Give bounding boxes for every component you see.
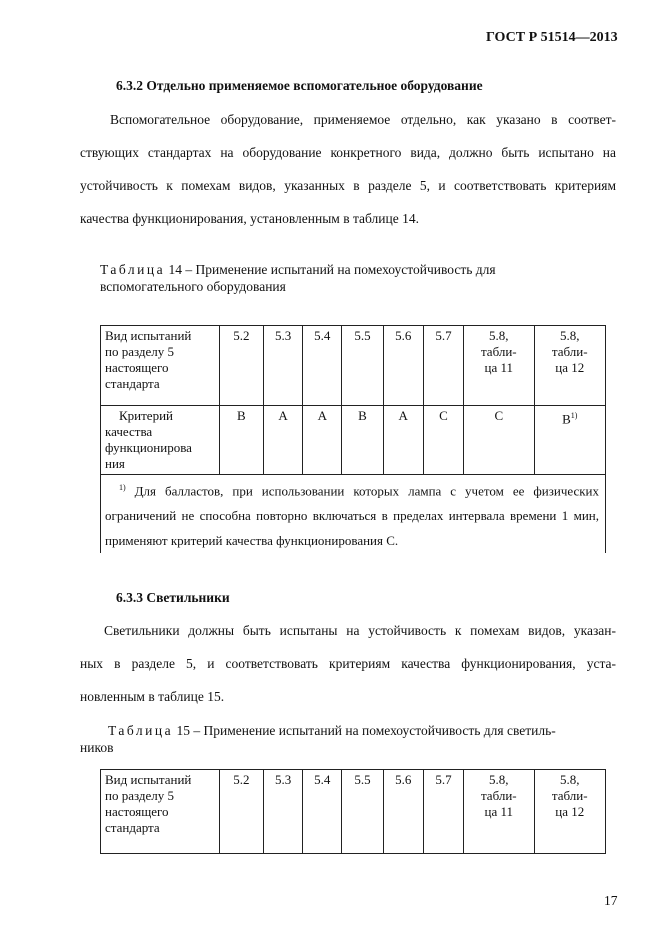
criteria-line: функционирова <box>105 440 192 455</box>
header-line: 5.8, <box>560 328 580 343</box>
header-line: 5.3 <box>274 328 292 343</box>
header-line: стандарта <box>105 820 160 835</box>
header-line: 5.6 <box>395 772 412 787</box>
header-line: табли- <box>551 344 588 359</box>
header-cell-test-type <box>101 770 220 854</box>
header-line: 5.8, <box>489 328 509 343</box>
header-cell <box>383 770 423 854</box>
header-line: 5.2 <box>233 328 250 343</box>
caption-text-line2: вспомогательного оборудования <box>100 279 286 294</box>
header-cell <box>263 770 302 854</box>
footnote-text: Для балластов, при использовании которых лампа с учетом ее физических ограничений не способна повторно включаться в пределах интервала времени 1 мин, применяют критерий качества функционирования С. <box>105 483 600 549</box>
criteria-label-cell <box>101 406 220 475</box>
section-633-paragraph <box>80 614 616 713</box>
header-cell <box>303 770 342 854</box>
section-632-title: 6.3.2 Отдельно применяемое вспомогательное оборудование <box>116 78 483 93</box>
paragraph-line: устойчивость к помехам видов, указанных в разделе 5, и соответствовать критериям <box>80 178 616 193</box>
header-line: ца 12 <box>555 804 585 819</box>
header-line: 5.6 <box>395 328 412 343</box>
table-15-header-row <box>101 770 606 854</box>
header-line: табли- <box>480 344 517 359</box>
header-line: настоящего <box>105 360 169 375</box>
header-cell <box>342 770 383 854</box>
header-line: 5.8, <box>560 772 580 787</box>
header-line: ца 11 <box>484 804 514 819</box>
paragraph-line: новленным в таблице 15. <box>80 689 225 704</box>
paragraph-line: Светильники должны быть испытаны на устойчивость к помехам видов, указан- <box>104 623 616 638</box>
criteria-value-cell <box>534 406 606 475</box>
criteria-value: А <box>303 406 342 475</box>
footnote-ref: 1) <box>570 411 578 420</box>
header-line: 5.5 <box>354 328 371 343</box>
table-14-criteria-row <box>101 406 606 475</box>
header-line: 5.3 <box>274 772 292 787</box>
header-line: по разделу 5 <box>105 788 174 803</box>
header-cell <box>464 326 534 406</box>
table-14-footnote <box>101 475 606 554</box>
section-632-paragraph <box>80 103 616 235</box>
header-cell <box>303 326 342 406</box>
header-line: стандарта <box>105 376 160 391</box>
table-15 <box>100 769 606 854</box>
criteria-value: А <box>383 406 423 475</box>
criteria-value: В <box>219 406 263 475</box>
header-cell <box>423 326 463 406</box>
criteria-value: А <box>263 406 302 475</box>
caption-text: 15 – Применение испытаний на помехоустойчивость для светиль- <box>176 723 556 738</box>
header-cell <box>464 770 534 854</box>
criteria-value: В <box>342 406 383 475</box>
criteria-value: В <box>562 411 571 427</box>
caption-text: 14 – Применение испытаний на помехоустойчивость для <box>168 262 496 277</box>
table-14-caption <box>100 261 600 295</box>
header-line: ца 12 <box>555 360 585 375</box>
header-line: 5.4 <box>314 772 331 787</box>
header-cell <box>219 326 263 406</box>
document-id: ГОСТ Р 51514—2013 <box>486 30 618 45</box>
header-cell-test-type <box>101 326 220 406</box>
caption-prefix: Таблица <box>100 262 166 277</box>
header-line: Вид испытаний <box>105 772 192 787</box>
table-14-header-row <box>101 326 606 406</box>
section-633-title: 6.3.3 Светильники <box>116 590 230 605</box>
header-cell <box>383 326 423 406</box>
caption-prefix: Таблица <box>108 723 174 738</box>
header-cell <box>342 326 383 406</box>
paragraph-line: ствующих стандартах на оборудование конкретного вида, должно быть испытано на <box>80 145 616 160</box>
footnote-marker: 1) <box>119 483 126 492</box>
header-line: по разделу 5 <box>105 344 174 359</box>
header-line: настоящего <box>105 804 169 819</box>
header-line: 5.8, <box>489 772 509 787</box>
header-line: 5.4 <box>314 328 331 343</box>
header-cell <box>219 770 263 854</box>
header-cell <box>534 770 606 854</box>
header-line: 5.2 <box>233 772 250 787</box>
header-line: ца 11 <box>484 360 514 375</box>
header-line: 5.7 <box>435 328 452 343</box>
paragraph-line: качества функционирования, установленным в таблице 14. <box>80 211 419 226</box>
paragraph-line: ных в разделе 5, и соответствовать критериям качества функционирования, уста- <box>80 656 616 671</box>
header-line: 5.5 <box>354 772 371 787</box>
paragraph-line: Вспомогательное оборудование, применяемое отдельно, как указано в соответ- <box>110 112 616 127</box>
header-cell <box>534 326 606 406</box>
header-cell <box>263 326 302 406</box>
criteria-value: С <box>464 406 534 475</box>
header-line: Вид испытаний <box>105 328 192 343</box>
header-line: табли- <box>480 788 517 803</box>
table-14-footnote-row <box>101 475 606 554</box>
criteria-line: качества <box>105 424 153 439</box>
criteria-line: ния <box>105 456 125 471</box>
criteria-line: Критерий <box>119 408 173 423</box>
page-number: 17 <box>604 893 618 908</box>
caption-text-line2: ников <box>80 740 114 755</box>
table-15-caption <box>80 722 616 756</box>
header-line: 5.7 <box>435 772 452 787</box>
header-cell <box>423 770 463 854</box>
table-14 <box>100 325 606 553</box>
header-line: табли- <box>551 788 588 803</box>
criteria-value: С <box>423 406 463 475</box>
